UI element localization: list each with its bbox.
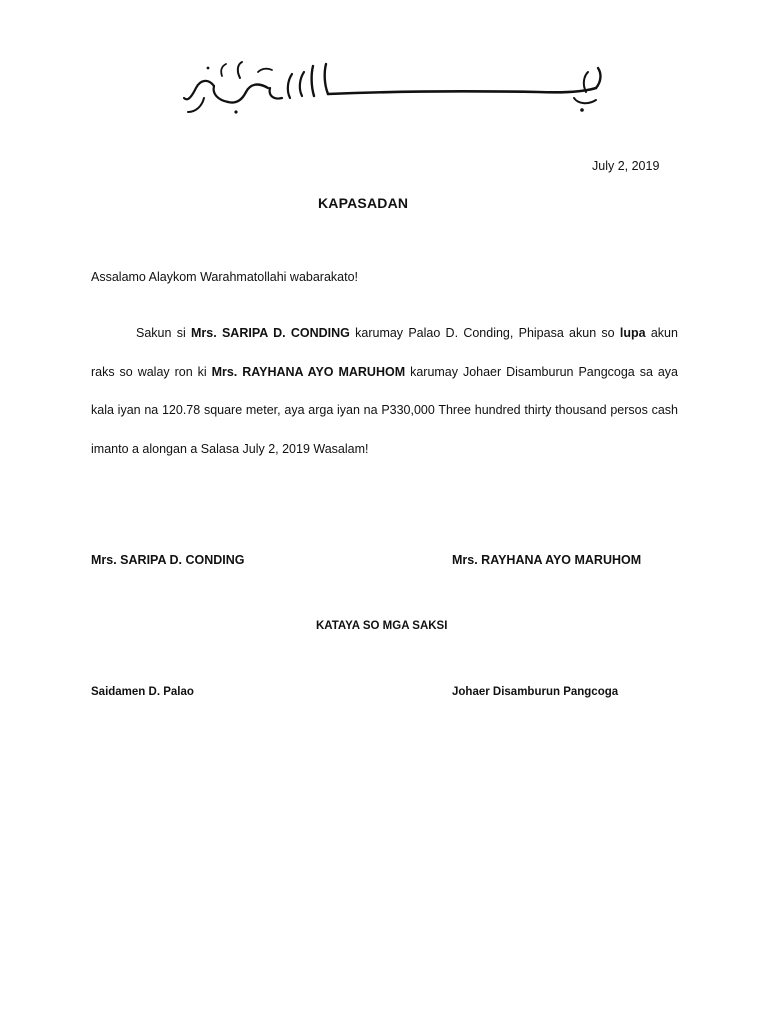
- seller-name: Mrs. SARIPA D. CONDING: [191, 326, 350, 340]
- seller-signature-name: Mrs. SARIPA D. CONDING: [91, 553, 245, 567]
- property-word: lupa: [619, 326, 646, 340]
- buyer-name: Mrs. RAYHANA AYO MARUHOM: [211, 364, 406, 379]
- basmala-calligraphy-image: [178, 58, 614, 120]
- greeting-text: Assalamo Alaykom Warahmatollahi wabarakato!: [91, 270, 359, 284]
- paragraph-text: karumay Palao D. Conding, Phipasa akun so: [349, 326, 620, 340]
- paragraph-text: karumay Johaer Disamburun Pangcoga sa aya kala iyan na 120.78 square meter, aya arga iyan na P330,000 Three hundred thirty thousand persos cash imanto a alongan a Salasa July 2, 2019 Wasalam!: [91, 364, 678, 456]
- buyer-signature-name: Mrs. RAYHANA AYO MARUHOM: [452, 553, 642, 567]
- document-date: July 2, 2019: [592, 159, 660, 173]
- paragraph-text: akun raks so walay ron ki: [91, 326, 678, 379]
- witnesses-heading: KATAYA SO MGA SAKSI: [316, 620, 448, 632]
- document-title: KAPASADAN: [318, 195, 409, 211]
- body-paragraph: [91, 314, 678, 468]
- witness-right-name: Johaer Disamburun Pangcoga: [452, 686, 619, 698]
- witness-left-name: Saidamen D. Palao: [91, 686, 194, 698]
- paragraph-text: Sakun si: [136, 326, 191, 340]
